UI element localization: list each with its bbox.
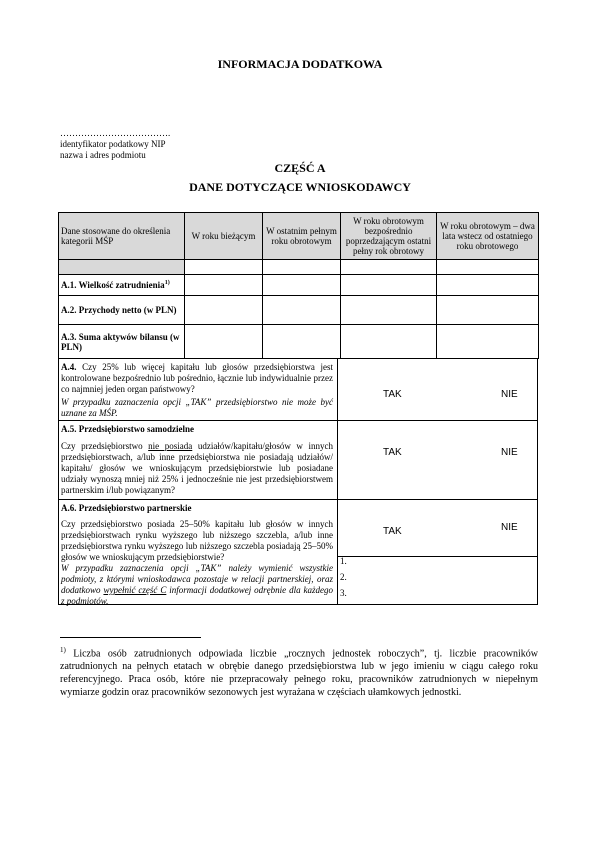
input-cell[interactable]: [263, 260, 341, 275]
a6-no-option[interactable]: NIE: [501, 522, 518, 533]
a4-yes-option[interactable]: TAK: [383, 389, 402, 400]
partner-item-1[interactable]: 1.: [340, 556, 347, 566]
partner-item-3[interactable]: 3.: [340, 588, 347, 598]
input-cell[interactable]: [263, 296, 341, 325]
document-title: INFORMACJA DODATKOWA: [217, 57, 383, 71]
input-cell[interactable]: [263, 275, 341, 296]
row-label-revenue: A.2. Przychody netto (w PLN): [59, 296, 185, 325]
table-row: [59, 296, 539, 325]
part-subtitle: DANE DOTYCZĄCE WNIOSKODAWCY: [189, 180, 411, 194]
input-cell[interactable]: [185, 296, 263, 325]
input-cell[interactable]: [185, 260, 263, 275]
a5-yes-option[interactable]: TAK: [383, 447, 402, 458]
footnote-separator: [60, 637, 201, 638]
input-cell[interactable]: [437, 296, 539, 325]
address-label: nazwa i adres podmiotu: [60, 150, 146, 160]
a5-no-option[interactable]: NIE: [501, 447, 518, 458]
input-cell[interactable]: [341, 260, 437, 275]
a4-question: A.4. Czy 25% lub więcej kapitału lub głosów przedsiębiorstwa jest kontrolowane bezpośrednio lub pośrednio, łącznie lub indywidualnie przez co najmniej jeden organ państwowy?: [61, 362, 334, 394]
section-a5: [58, 420, 538, 500]
part-title: CZĘŚĆ A: [274, 161, 326, 175]
row-label-employment: A.1. Wielkość zatrudnienia$^{1)}$: [59, 275, 185, 296]
a6-question: Czy przedsiębiorstwo posiada 25–50% kapitału lub głosów w innych przedsiębiorstwach rynku wyższego lub niższego szczebla, a/lub inne przedsiębiorstwa rynku wyższego lub niższego szczebla posiadają 25–50% głosów we wnioskującym przedsiębiorstwie?: [61, 519, 333, 562]
a6-note: W przypadku zaznaczenia opcji „TAK” należy wymienić wszystkie podmioty, z którymi wnioskodawca pozostaje w relacji partnerskiej, oraz dodatkowo wypełnić część C informacji dodatkowej odrębnie dla każdego z podmiotów.: [61, 563, 334, 606]
row-label-assets: A.3. Suma aktywów bilansu (w PLN): [59, 325, 185, 359]
input-cell[interactable]: [341, 296, 437, 325]
a5-title: A.5. Przedsiębiorstwo samodzielne: [61, 424, 194, 434]
footnote: $^{1)}$ Liczba osób zatrudnionych odpowiada liczbie „rocznych jednostek roboczych”, tj. liczbie pracowników zatrudnionych na pełnych etatach w obrębie danego przedsiębiorstwa lub w jego imieniu w ciągu całego roku referencyjnego. Praca osób, które nie przepracowały pełnego roku, pracowników zatrudnionych w niepełnym wymiarze godzin oraz pracowników sezonowych jest wyrażana w częściach ułamkowych jednostki.: [60, 646, 539, 699]
input-cell[interactable]: [341, 325, 437, 359]
msp-data-table: [58, 212, 539, 359]
partner-item-2[interactable]: 2.: [340, 572, 347, 582]
input-cell[interactable]: [437, 260, 539, 275]
section-a4: [58, 358, 538, 421]
nip-dots: ……………………………….: [60, 128, 171, 138]
table-header: W ostatnim pełnym roku obrotowym: [263, 213, 341, 260]
input-cell[interactable]: [437, 275, 539, 296]
table-row: [59, 260, 539, 275]
table-header: W roku obrotowym bezpośrednio poprzedzającym ostatni pełny rok obrotowy: [341, 213, 437, 260]
table-header: W roku bieżącym: [185, 213, 263, 260]
input-cell[interactable]: [185, 275, 263, 296]
a4-no-option[interactable]: NIE: [501, 389, 518, 400]
table-header: Dane stosowane do określenia kategorii MŚP: [59, 213, 185, 260]
input-cell[interactable]: [341, 275, 437, 296]
a6-title: A.6. Przedsiębiorstwo partnerskie: [61, 503, 192, 513]
section-a6: [58, 499, 538, 605]
a6-yes-option[interactable]: TAK: [383, 526, 402, 537]
nip-label: identyfikator podatkowy NIP: [60, 139, 166, 149]
input-cell[interactable]: [263, 325, 341, 359]
a5-question: Czy przedsiębiorstwo nie posiada udziałów/kapitału/głosów w innych przedsiębiorstwach, a/lub inne przedsiębiorstwa nie posiadają udziałów/ kapitału/ głosów we wnioskującym przedsiębiorstwie lub posiadane udziały wynoszą mniej niż 25% i jednocześnie nie jest przedsiębiorstwem partnerskim i/lub powiązanym?: [61, 441, 333, 495]
table-header-row: [59, 213, 539, 260]
table-header: W roku obrotowym – dwa lata wstecz od ostatniego roku obrotowego: [437, 213, 539, 260]
table-row: [59, 325, 539, 359]
a4-note: W przypadku zaznaczenia opcji „TAK” przedsiębiorstwo nie może być uznane za MŚP.: [61, 397, 333, 418]
table-row: [59, 275, 539, 296]
input-cell[interactable]: [437, 325, 539, 359]
input-cell[interactable]: [185, 325, 263, 359]
